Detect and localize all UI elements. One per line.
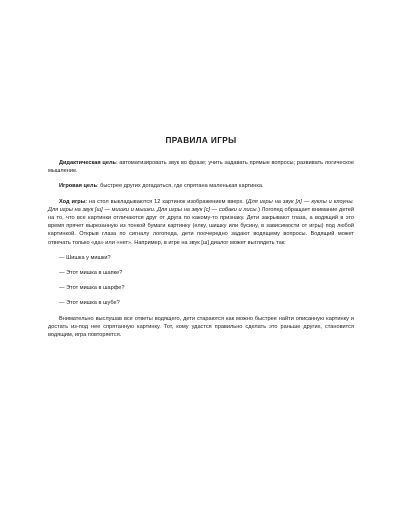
closing-paragraph: Внимательно выслушав все ответы водящего, дети стараются как можно быстрее найти описанную картинку и достать из-под нее спрятанную картинку. Тот, кому удастся правильно сделать это раньше других, становится водящим, игра повторяется.	[48, 315, 354, 339]
procedure-label: Ход игры	[59, 198, 86, 205]
rules-page	[48, 136, 354, 346]
dialog-line: — Этот мишка в шубе?	[59, 300, 120, 307]
didactic-goal-paragraph	[48, 159, 354, 175]
dialog-line: — Этот мишка в шарфе?	[59, 285, 125, 292]
dialog-line: — Шишка у мишки?	[59, 254, 111, 261]
page-title: ПРАВИЛА ИГРЫ	[165, 136, 237, 145]
procedure-text-2: ) Логопед обращает внимание детей на то, что все картинки отличаются друг от друга по какому-то признаку. Дети закрывают глаза, а водящий в это время прячет вырезанную из тонкой бумаги картинку (елку, шишку или бусину, в зависимости от игры) под любой картинкой. Открыв глаза по сигналу логопеда, дети поочередно задают водящему вопросы. Водящий может отвечать только «да» или «нет». Например, в игре на звук [ш] диалог может выглядеть так:	[48, 206, 354, 246]
game-goal-label: Игровая цель	[59, 183, 98, 190]
game-goal-paragraph	[48, 182, 354, 190]
didactic-goal-text: : автоматизировать звук во фразе; учить задавать прямые вопросы; развивать логическое мышление.	[48, 160, 354, 175]
procedure-italic-note: Для игры на звук [л] — куклы и клоуны. Для игры на звук [ш] — мишки и мышки. Для игры на звук [с] — собаки и лисы.	[48, 198, 354, 213]
didactic-goal-label: Дидактическая цель	[59, 160, 116, 166]
procedure-paragraph	[48, 198, 354, 247]
procedure-text-1: : на стол выкладываются 12 картинок изображением вверх. (	[85, 198, 248, 205]
dialog-line: — Этот мишка в шапке?	[59, 270, 123, 277]
game-goal-text: : быстрее других догадаться, где спрятана маленькая картинка.	[97, 183, 264, 190]
